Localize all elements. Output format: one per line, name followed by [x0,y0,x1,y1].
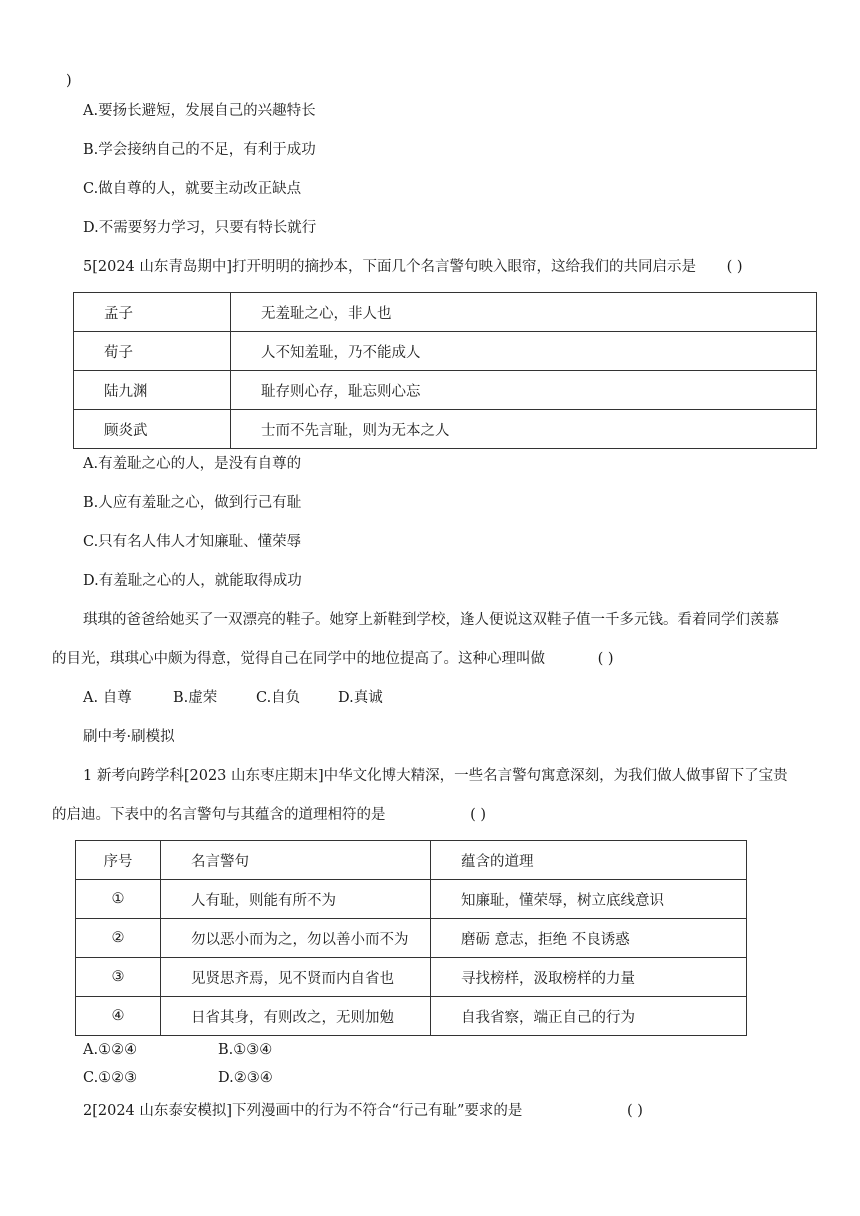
question-5-text: 5[2024 山东青岛期中]打开明明的摘抄本，下面几个名言警句映入眼帘，这给我们的共同启示是 [83,259,697,275]
proverb-cell: 见贤思齐焉，见不贤而内自省也 [161,958,431,997]
mock-question-1-line-2 [52,805,486,825]
option-a: A. 自尊 [83,690,132,706]
author-cell: 荀子 [74,332,231,371]
table-row [74,410,817,449]
meaning-cell: 自我省察，端正自己的行为 [431,997,747,1036]
proverb-cell: 日省其身，有则改之，无则加勉 [161,997,431,1036]
author-cell: 孟子 [74,293,231,332]
answer-paren: ( ) [726,259,743,275]
quote-cell: 士而不先言耻，则为无本之人 [231,410,817,449]
question-6-text: 的目光，琪琪心中颇为得意，觉得自己在同学中的地位提高了。这种心理叫做 [52,651,545,667]
previous-question-close-paren: ) [66,73,72,89]
option-b: B.学会接纳自己的不足，有利于成功 [83,142,316,158]
index-cell: ② [76,919,161,958]
option-c: C.自负 [256,690,301,706]
table-row [76,880,747,919]
index-cell: ③ [76,958,161,997]
option-c: C.①②③ [83,1070,138,1086]
option-d: D.真诚 [338,690,383,706]
quote-cell: 人不知羞耻，乃不能成人 [231,332,817,371]
quote-cell: 耻存则心存，耻忘则心忘 [231,371,817,410]
answer-paren: ( ) [626,1103,643,1119]
header-proverb: 名言警句 [161,841,431,880]
option-d: D.②③④ [218,1070,273,1086]
mock-question-2-stem [83,1101,643,1121]
header-index: 序号 [76,841,161,880]
table-row [74,293,817,332]
option-a: A.①②④ [83,1042,138,1058]
mock-question-1-text: 的启迪。下表中的名言警句与其蕴含的道理相符的是 [52,807,386,823]
quote-cell: 无羞耻之心，非人也 [231,293,817,332]
option-c: C.做自尊的人，就要主动改正缺点 [83,181,302,197]
answer-paren: ( ) [597,651,614,667]
proverb-cell: 勿以恶小而为之，勿以善小而不为 [161,919,431,958]
option-d: D.不需要努力学习，只要有特长就行 [83,220,317,236]
author-cell: 顾炎武 [74,410,231,449]
mock-question-2-text: 2[2024 山东泰安模拟]下列漫画中的行为不符合“行己有耻”要求的是 [83,1103,523,1119]
question-6-line-1: 琪琪的爸爸给她买了一双漂亮的鞋子。她穿上新鞋到学校，逢人便说这双鞋子值一千多元钱。看着同学们羡慕 [83,612,779,628]
proverb-table [75,840,747,1036]
question-6-line-2 [52,649,614,669]
author-cell: 陆九渊 [74,371,231,410]
option-b: B.虚荣 [173,690,218,706]
table-row [74,371,817,410]
proverb-cell: 人有耻，则能有所不为 [161,880,431,919]
meaning-cell: 寻找榜样，汲取榜样的力量 [431,958,747,997]
table-row [76,997,747,1036]
index-cell: ④ [76,997,161,1036]
meaning-cell: 磨砺 意志，拒绝 不良诱惑 [431,919,747,958]
index-cell: ① [76,880,161,919]
option-b: B.①③④ [218,1042,273,1058]
header-meaning: 蕴含的道理 [431,841,747,880]
table-row [76,958,747,997]
table-row [74,332,817,371]
option-c: C.只有名人伟人才知廉耻、懂荣辱 [83,534,302,550]
option-a: A.要扬长避短，发展自己的兴趣特长 [83,103,316,119]
table-header-row [76,841,747,880]
answer-paren: ( ) [470,807,487,823]
option-d: D.有羞耻之心的人，就能取得成功 [83,573,302,589]
quotes-table [73,292,817,449]
section-title: 刷中考·刷模拟 [83,729,175,745]
mock-question-1-line-1: 1 新考向跨学科[2023 山东枣庄期末]中华文化博大精深，一些名言警句寓意深刻，为我们做人做事留下了宝贵 [83,768,788,784]
question-5-stem [83,257,743,277]
option-b: B.人应有羞耻之心，做到行己有耻 [83,495,302,511]
table-row [76,919,747,958]
option-a: A.有羞耻之心的人，是没有自尊的 [83,456,302,472]
meaning-cell: 知廉耻，懂荣辱，树立底线意识 [431,880,747,919]
